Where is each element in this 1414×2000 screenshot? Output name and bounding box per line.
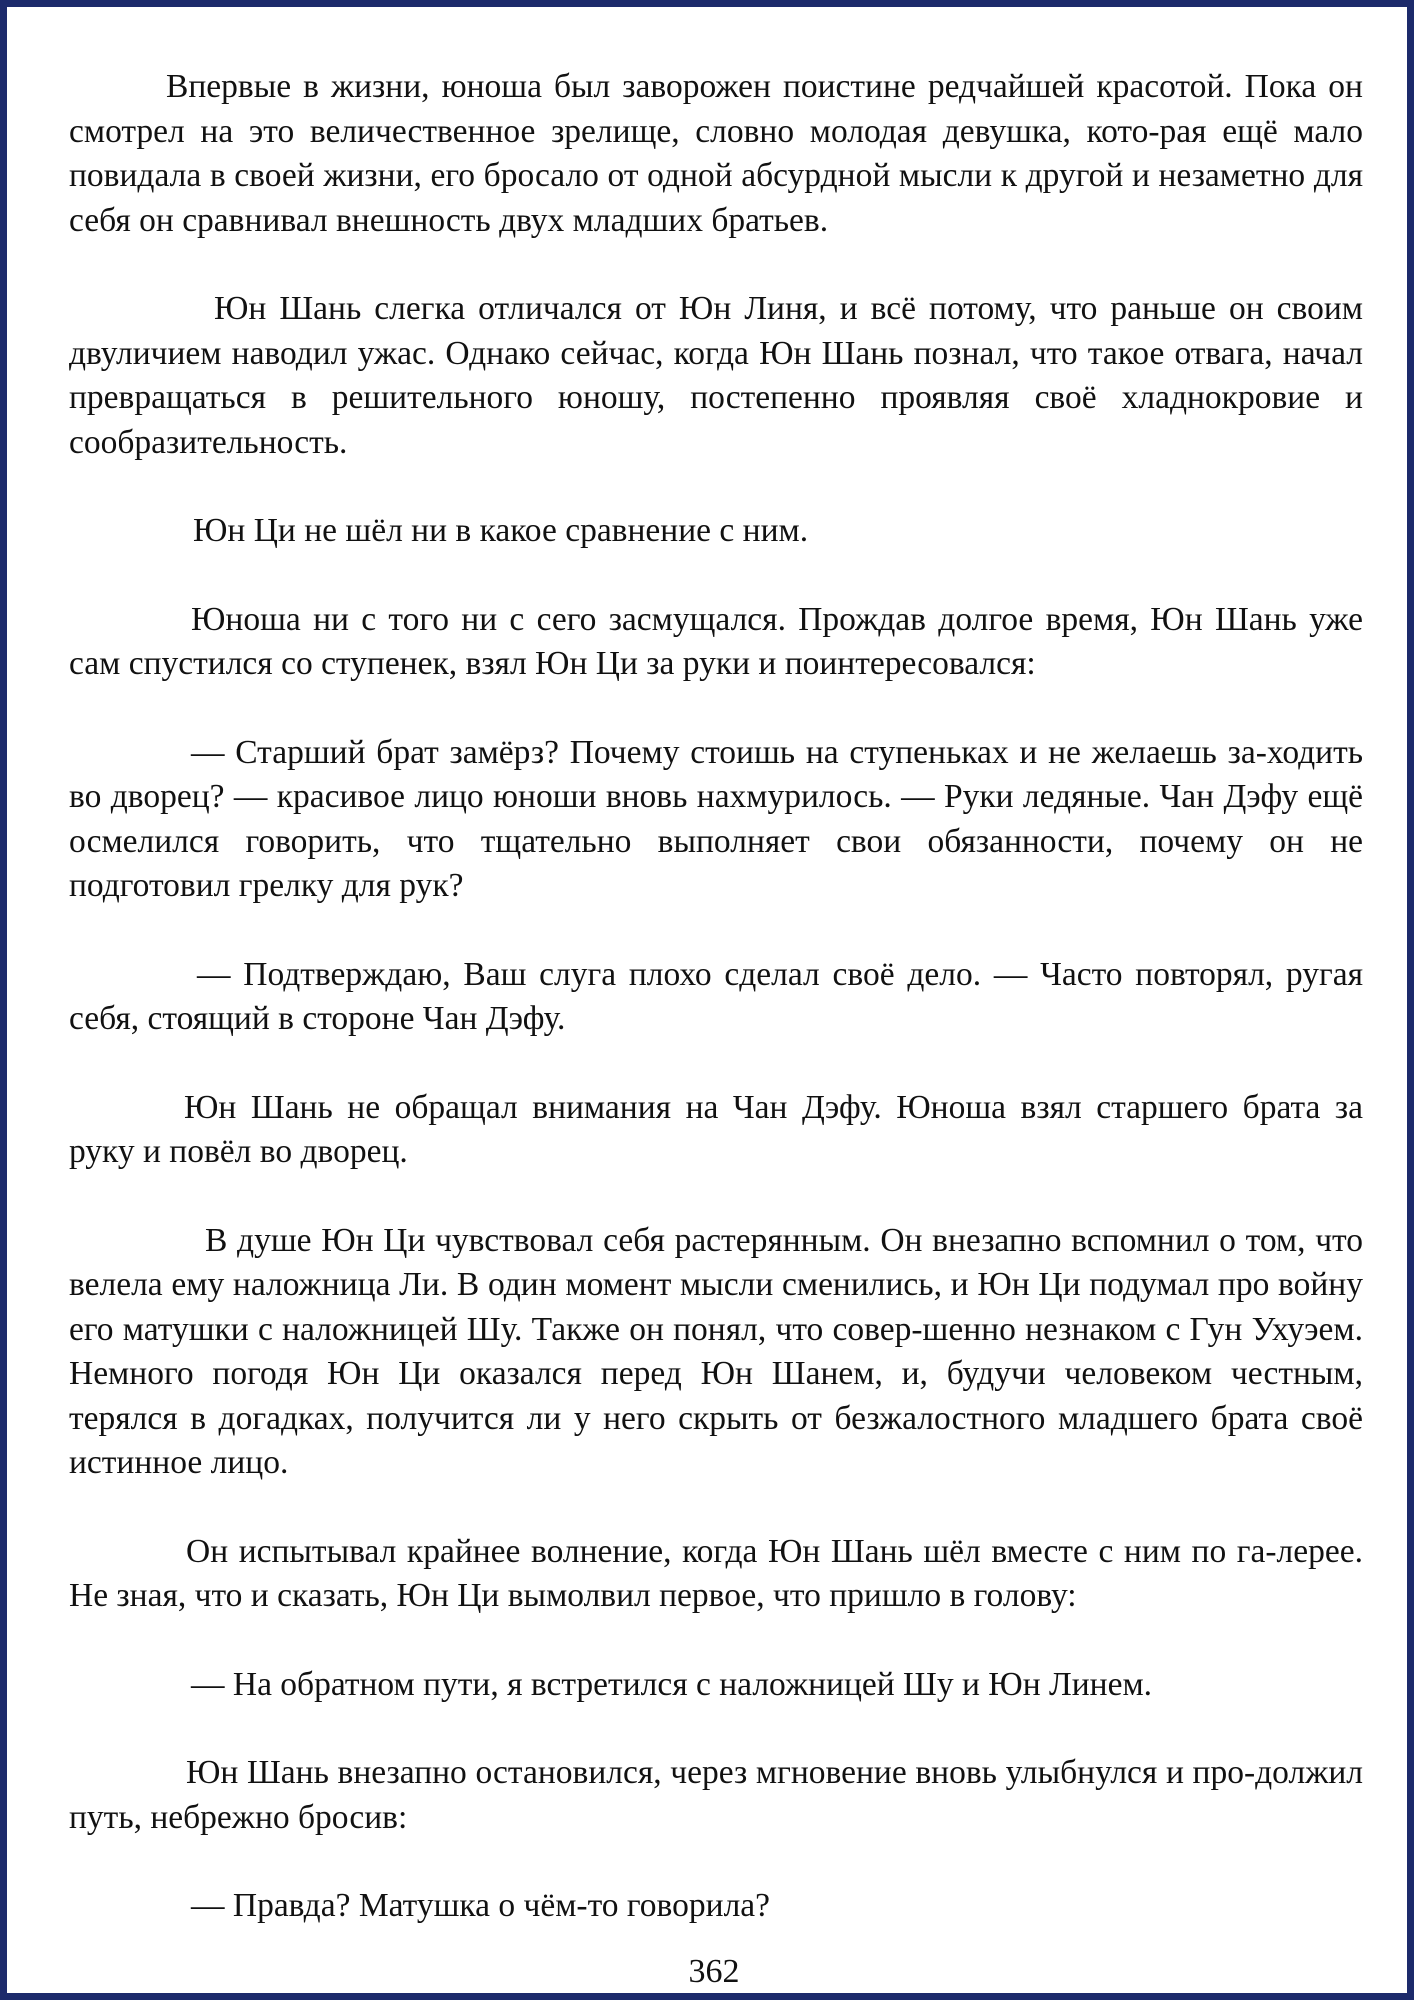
paragraph-11: Юн Шань внезапно остановился, через мгновение вновь улыбнулся и про-должил путь, небрежно бросив: — [69, 1754, 1363, 1836]
paragraph-3: Юн Ци не шёл ни в какое сравнение с ним. — [193, 512, 809, 549]
page-number: 362 — [688, 1953, 740, 1990]
paragraph-1: Впервые в жизни, юноша был заворожен поистине редчайшей красотой. Пока он смотрел на это величественное зрелище, словно молодая девушка, кото-рая ещё мало повидала в своей жизни, его бросало от одной абсурдной мысли к другой и незаметно для себя он сравнивал внешность двух младших братьев. — [69, 68, 1363, 239]
paragraph-2: Юн Шань слегка отличался от Юн Линя, и всё потому, что раньше он своим двуличием наводил ужас. Однако сейчас, когда Юн Шань познал, что такое отвага, начал превращаться в решительного юношу, постепенно проявляя своё хладнокровие и сообразительность. — [69, 290, 1363, 461]
paragraph-10: — На обратном пути, я встретился с наложницей Шу и Юн Линем. — [191, 1665, 1153, 1703]
paragraph-9: Он испытывал крайнее волнение, когда Юн Шань шёл вместе с ним по га-лерее. Не зная, что и сказать, Юн Ци вымолвил первое, что пришло в голову: — [69, 1532, 1363, 1614]
text-column — [69, 65, 1363, 1929]
paragraph-6: — Подтверждаю, Ваш слуга плохо сделал своё дело. — Часто повторял, ругая себя, стоящий в стороне Чан Дэфу. — [69, 955, 1363, 1037]
paragraph-8: В душе Юн Ци чувствовал себя растерянным. Он внезапно вспомнил о том, что велела ему наложница Ли. В один момент мысли сменились, и Юн Ци подумал про войну его матушки с наложницей Шу. Также он понял, что совер-шенно незнаком с Гун Ухуэем. Немного погодя Юн Ци оказался перед Юн Шанем, и, будучи человеком честным, терялся в догадках, получится ли у него скрыть от безжалостного младшего брата своё истинное лицо. — [69, 1221, 1363, 1481]
paragraph-12: — Правда? Матушка о чём-то говорила? — [191, 1887, 771, 1924]
paragraph-4: Юноша ни с того ни с сего засмущался. Прождав долгое время, Юн Шань уже сам спустился со ступенек, взял Юн Ци за руки и поинтересовался: — [69, 600, 1363, 682]
paragraph-7: Юн Шань не обращал внимания на Чан Дэфу. Юноша взял старшего брата за руку и повёл во дворец. — [69, 1088, 1363, 1170]
paragraph-5: — Старший брат замёрз? Почему стоишь на ступеньках и не желаешь за-ходить во дворец? — красивое лицо юноши вновь нахмурилось. — Руки ледяные. Чан Дэфу ещё осмелился говорить, что тщательно выполняет свои обязанности, почему он не подготовил грелку для рук? — [69, 733, 1363, 904]
